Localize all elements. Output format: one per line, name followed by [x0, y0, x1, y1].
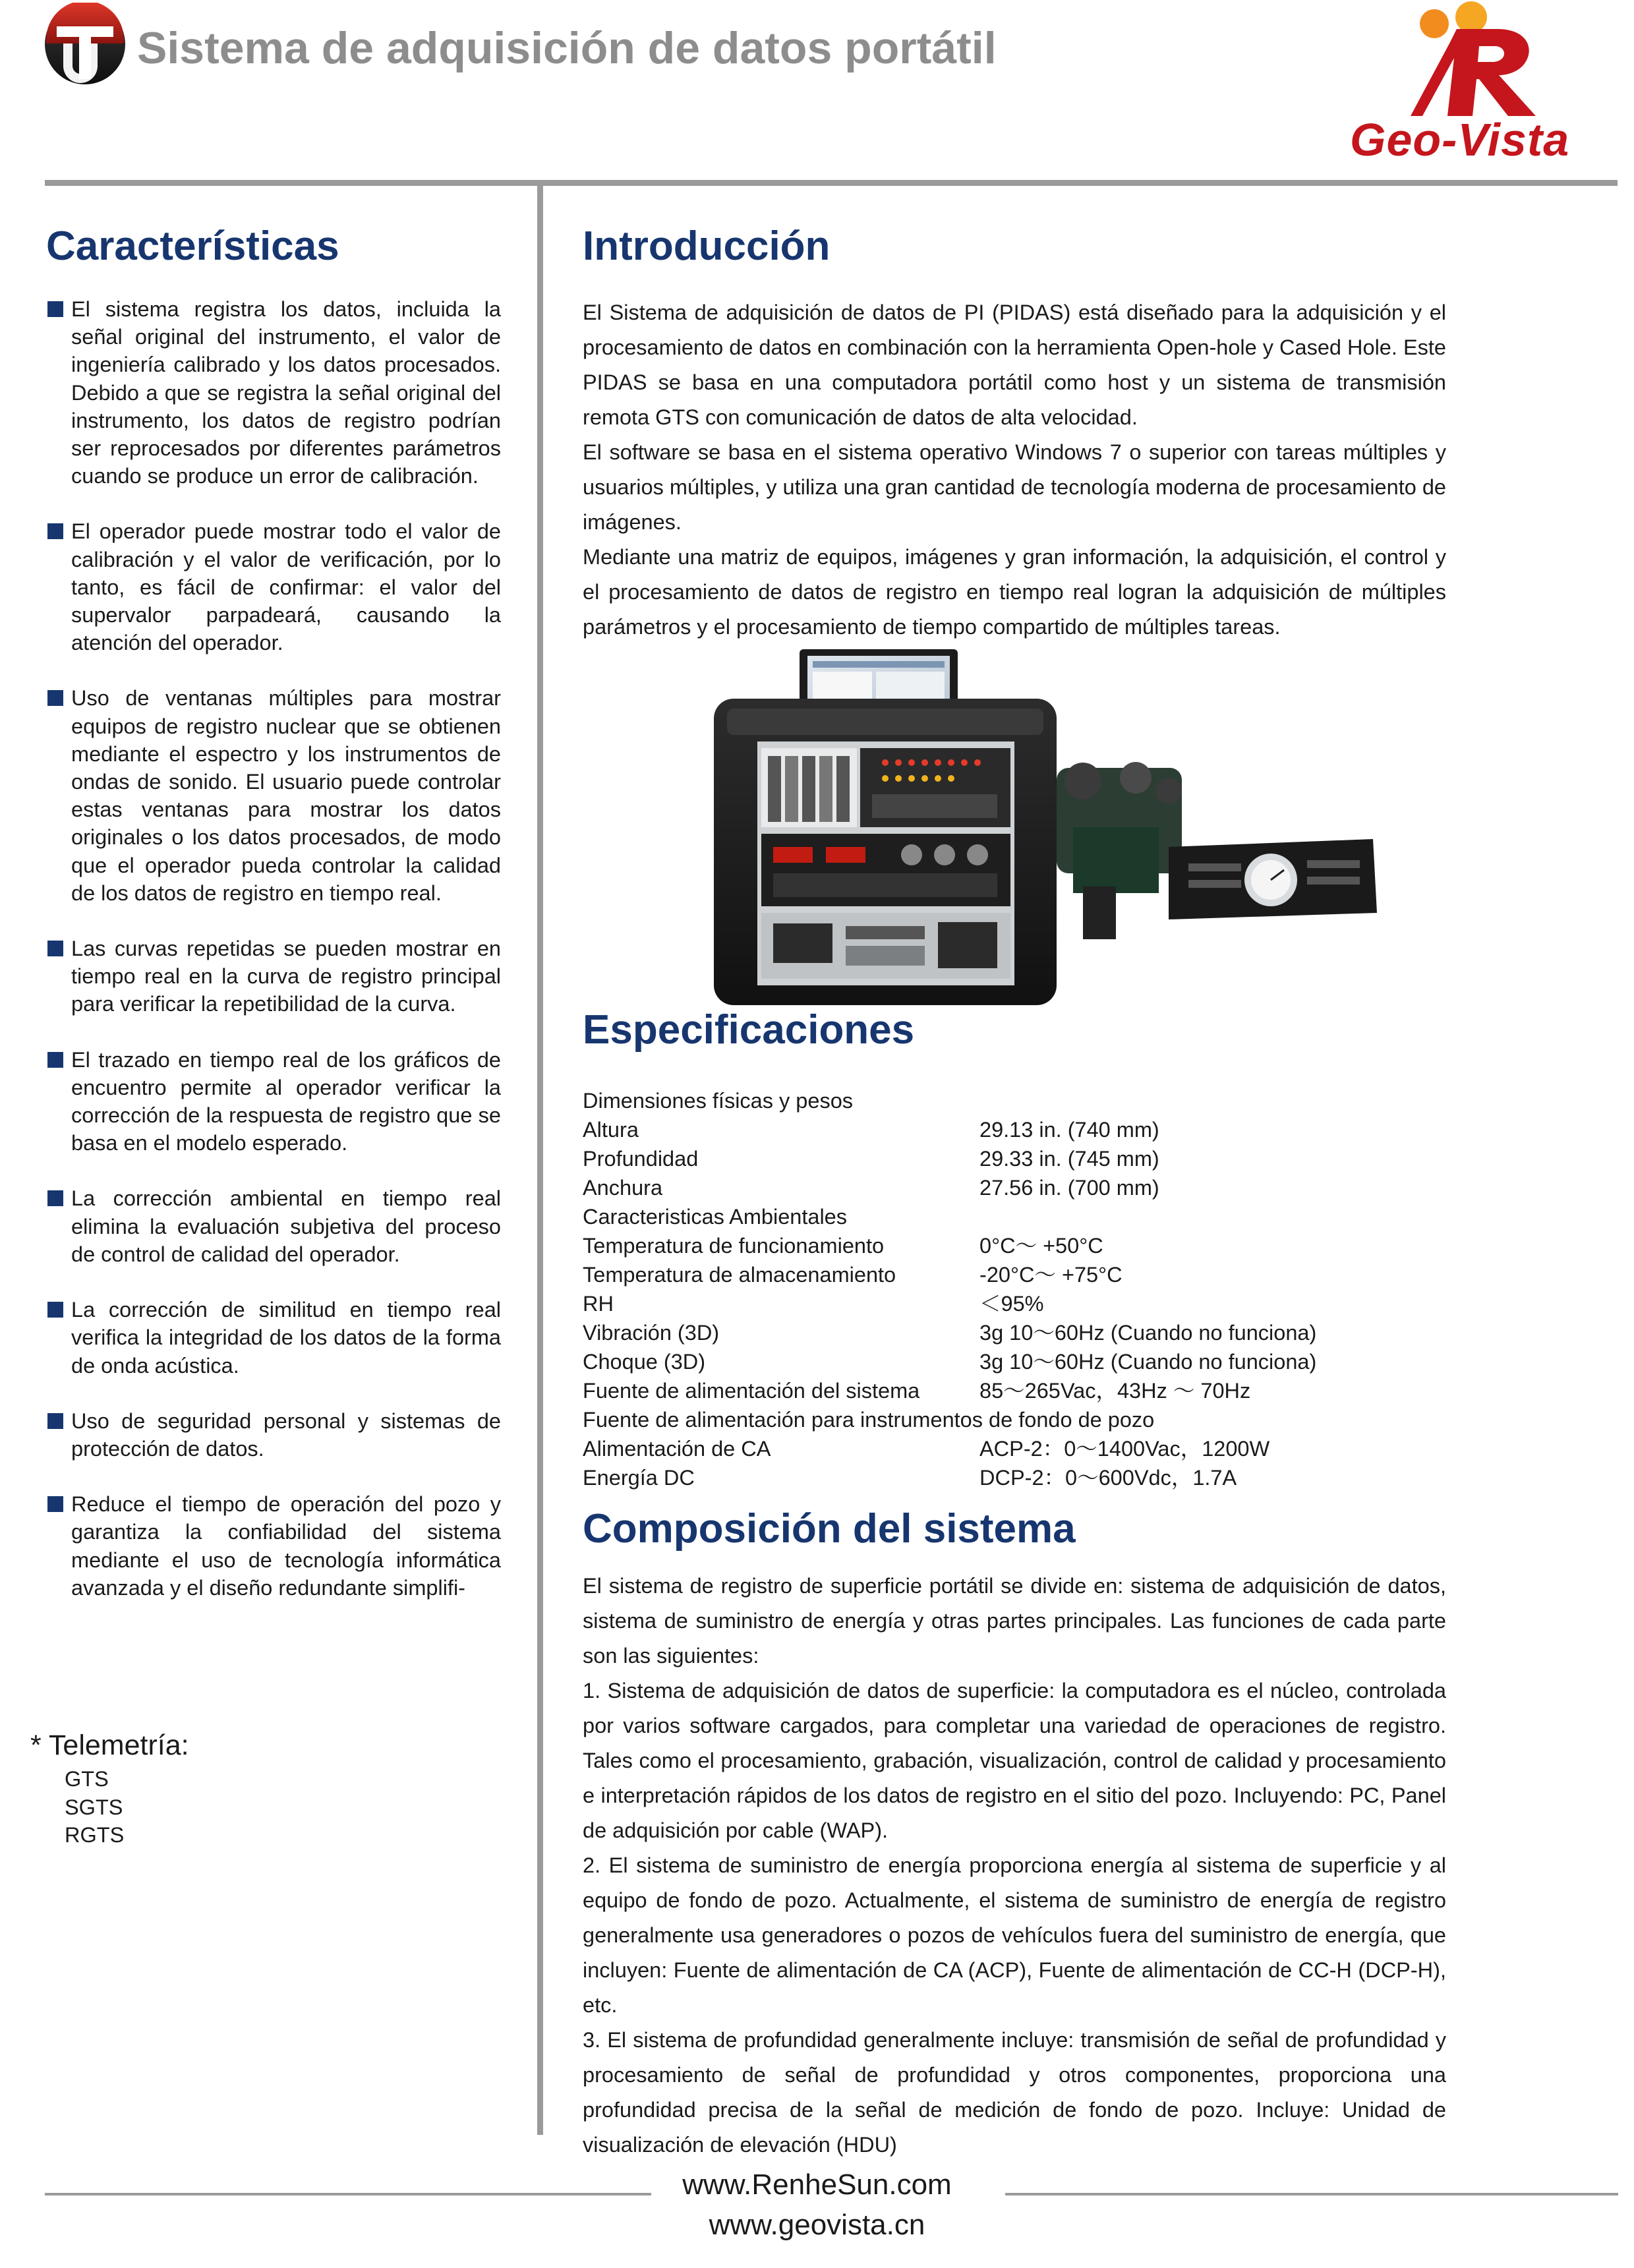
footer-website-link[interactable]: www.geovista.cn — [709, 2209, 925, 2241]
spec-label: Fuente de alimentación para instrumentos de fondo de pozo — [583, 1408, 1155, 1432]
column-divider — [537, 186, 543, 2135]
equipment-photo — [714, 649, 1380, 1005]
spec-value: 29.13 in. (740 mm) — [979, 1118, 1159, 1142]
spec-value: 3g 10～60Hz (Cuando no funciona) — [979, 1350, 1317, 1374]
bullet-square-icon — [47, 1052, 63, 1068]
spec-label: Energía DC — [583, 1466, 695, 1490]
spec-value: 3g 10～60Hz (Cuando no funciona) — [979, 1321, 1317, 1345]
spec-value: 85～265Vac，43Hz ～ 70Hz — [979, 1379, 1251, 1403]
telemetry-item: GTS — [65, 1767, 109, 1791]
spec-value: 27.56 in. (700 mm) — [979, 1176, 1159, 1200]
telemetry-title: * Telemetría: — [30, 1730, 189, 1761]
spec-label: Vibración (3D) — [583, 1321, 720, 1345]
spec-row — [583, 1231, 1446, 1260]
feature-item — [46, 1490, 501, 1602]
spec-label: Caracteristicas Ambientales — [583, 1205, 847, 1229]
spec-value: 0°C～ +50°C — [979, 1234, 1103, 1258]
spec-value: ＜95% — [979, 1292, 1044, 1316]
page-header — [0, 0, 1634, 198]
spec-row — [583, 1260, 1446, 1289]
intro-heading: Introducción — [583, 223, 831, 269]
spec-row — [583, 1347, 1446, 1376]
composition-paragraph: 1. Sistema de adquisición de datos de superficie: la computadora es el núcleo, controlada por varios software cargados, para completar una variedad de operaciones de registro. Tales como el procesamiento, grabación, visualización, control de calidad y procesamiento e interpretación rápidos de los datos de registro en el sitio del pozo. Incluyendo: PC, Panel de adquisición por cable (WAP). — [583, 1679, 1446, 1842]
page-title: Sistema de adquisición de datos portátil — [137, 23, 997, 73]
spec-row — [583, 1376, 1446, 1405]
composition-paragraph: 2. El sistema de suministro de energía proporciona energía al sistema de superficie y al equipo de fondo de pozo. Actualmente, el sistema de suministro de energía de registro generalmente usa generadores o pozos de vehículos fuera del suministro de energía, que incluyen: Fuente de alimentación de CA (ACP), Fuente de alimentación de CC-H (DCP-H), etc. — [583, 1853, 1446, 2017]
feature-item — [46, 1296, 501, 1380]
feature-text: Uso de seguridad personal y sistemas de protección de datos. — [71, 1409, 501, 1461]
spec-label: Profundidad — [583, 1147, 699, 1171]
feature-item — [46, 1184, 501, 1268]
spec-label: Fuente de alimentación del sistema — [583, 1379, 920, 1403]
feature-text: La corrección de similitud en tiempo real verifica la integridad de los datos de la forma de onda acústica. — [71, 1298, 501, 1378]
bullet-square-icon — [47, 1190, 63, 1206]
spec-value: ACP-2：0～1400Vac，1200W — [979, 1437, 1270, 1461]
spec-row — [583, 1173, 1446, 1202]
telemetry-item: RGTS — [65, 1823, 125, 1847]
bullet-square-icon — [47, 1496, 63, 1512]
spec-row — [583, 1463, 1446, 1492]
spec-label: Temperatura de almacenamiento — [583, 1263, 896, 1287]
composition-text — [583, 1569, 1446, 2163]
spec-label: Dimensiones físicas y pesos — [583, 1089, 854, 1113]
intro-paragraph: Mediante una matriz de equipos, imágenes y gran información, la adquisición, el control y el procesamiento de datos de registro en tiempo real logran la adquisición de múltiples parámetros y el procesamiento de tiempo compartido de múltiples tareas. — [583, 545, 1446, 639]
feature-text: Uso de ventanas múltiples para mostrar equipos de registro nuclear que se obtienen mediante el espectro y los instrumentos de ondas de sonido. El usuario puede controlar estas ventanas para mostrar los datos originales o los datos procesados, de modo que el operador pueda controlar la calidad de los datos de registro en tiempo real. — [71, 686, 501, 905]
spec-value: DCP-2：0～600Vdc，1.7A — [979, 1466, 1237, 1490]
feature-text: El sistema registra los datos, incluida la señal original del instrumento, el valor de ingeniería calibrado y los datos procesados. Debido a que se registra la señal original del instrumento, los datos de registro podrían ser reprocesados por diferentes parámetros cuando se produce un error de calibración. — [71, 297, 501, 488]
spec-label: Anchura — [583, 1176, 663, 1200]
spec-label: Temperatura de funcionamiento — [583, 1234, 885, 1258]
spec-value: -20°C～ +75°C — [979, 1263, 1123, 1287]
header-rule — [45, 180, 1618, 186]
feature-text: El trazado en tiempo real de los gráficos de encuentro permite al operador verificar la corrección de la respuesta de registro que se basa en el modelo esperado. — [71, 1047, 501, 1155]
brand-name: Geo-Vista — [1350, 114, 1570, 165]
specs-heading: Especificaciones — [583, 1007, 915, 1053]
spec-row — [583, 1115, 1446, 1144]
spec-row — [583, 1202, 1446, 1231]
bullet-square-icon — [47, 941, 63, 956]
spec-row — [583, 1434, 1446, 1463]
features-list — [46, 295, 501, 1629]
telemetry-list — [65, 1765, 189, 1849]
bullet-square-icon — [47, 690, 63, 706]
bullet-square-icon — [47, 301, 63, 317]
footer-website-link[interactable]: www.RenheSun.com — [682, 2168, 952, 2201]
specs-table — [583, 1086, 1446, 1492]
feature-text: El operador puede mostrar todo el valor de calibración y el valor de verificación, por lo tanto, es fácil de confirmar: el valor del supervalor parpadeará, causando la atención del operador. — [71, 519, 501, 655]
feature-item — [46, 684, 501, 907]
intro-text — [583, 295, 1446, 645]
feature-item — [46, 1407, 501, 1463]
telemetry-section — [30, 1728, 189, 1849]
spec-label: Alimentación de CA — [583, 1437, 771, 1461]
bullet-square-icon — [47, 1413, 63, 1429]
feature-item — [46, 517, 501, 656]
bullet-square-icon — [47, 1302, 63, 1318]
intro-paragraph: El Sistema de adquisición de datos de PI (PIDAS) está diseñado para la adquisición y el procesamiento de datos en combinación con la herramienta Open-hole y Cased Hole. Este PIDAS se basa en una computadora portátil como host y un sistema de transmisión remota GTS con comunicación de datos de alta velocidad. — [583, 301, 1446, 429]
feature-item — [46, 1046, 501, 1157]
feature-text: La corrección ambiental en tiempo real elimina la evaluación subjetiva del proceso de control de calidad del operador. — [71, 1186, 501, 1266]
intro-paragraph: El software se basa en el sistema operativo Windows 7 o superior con tareas múltiples y usuarios múltiples, y utiliza una gran cantidad de tecnología moderna de procesamiento de imágenes. — [583, 440, 1446, 534]
feature-text: Reduce el tiempo de operación del pozo y garantiza la confiabilidad del sistema mediante el uso de tecnología informática avanzada y el diseño redundante simplifi- — [71, 1492, 501, 1600]
spec-row — [583, 1144, 1446, 1173]
spec-label: Altura — [583, 1118, 639, 1142]
geovista-logo-icon — [1411, 0, 1556, 119]
features-heading: Características — [46, 223, 339, 269]
spec-label: RH — [583, 1292, 614, 1316]
feature-text: Las curvas repetidas se pueden mostrar en tiempo real en la curva de registro principal para verificar la repetibilidad de la curva. — [71, 937, 501, 1016]
spec-row — [583, 1289, 1446, 1318]
spec-row — [583, 1405, 1446, 1434]
spec-label: Choque (3D) — [583, 1350, 706, 1374]
composition-heading: Composición del sistema — [583, 1506, 1076, 1552]
spec-value: 29.33 in. (745 mm) — [979, 1147, 1159, 1171]
company-logo-icon — [44, 3, 127, 86]
feature-item — [46, 935, 501, 1018]
bullet-square-icon — [47, 523, 63, 539]
telemetry-item: SGTS — [65, 1795, 123, 1819]
composition-paragraph: 3. El sistema de profundidad generalmente incluye: transmisión de señal de profundidad y procesamiento de señal de profundidad y otros componentes, proporciona una profundidad precisa de la señal de medición de fondo de pozo. Incluye: Unidad de visualización de elevación (HDU) — [583, 2028, 1446, 2157]
feature-item — [46, 295, 501, 490]
composition-paragraph: El sistema de registro de superficie portátil se divide en: sistema de adquisición de datos, sistema de suministro de energía y otras partes principales. Las funciones de cada parte son las siguientes: — [583, 1574, 1446, 1668]
spec-row — [583, 1086, 1446, 1115]
spec-row — [583, 1318, 1446, 1347]
